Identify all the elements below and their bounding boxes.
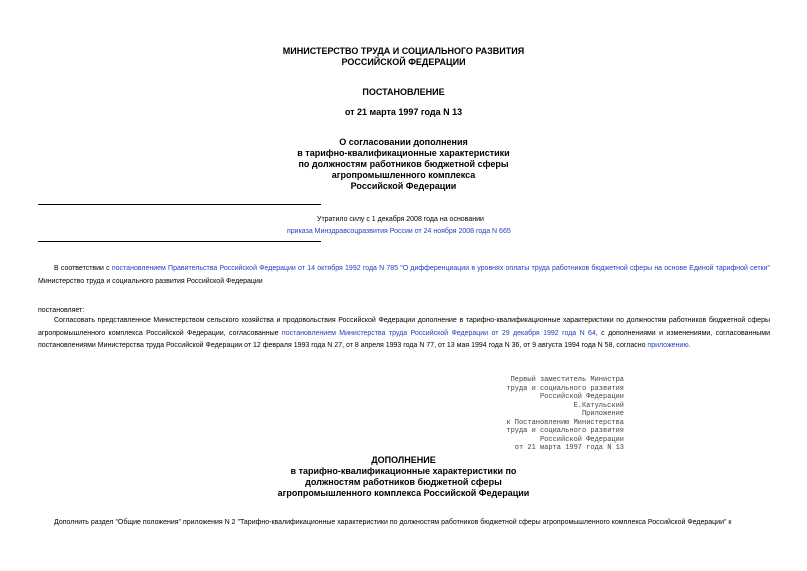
preamble-text: В соответствии с xyxy=(54,265,112,272)
ministry-line-2: РОССИЙСКОЙ ФЕДЕРАЦИИ xyxy=(341,57,466,67)
addendum-heading: ДОПОЛНЕНИЕ xyxy=(371,455,436,465)
signature-line-7: труда и социального развития xyxy=(506,427,624,435)
body-paragraph xyxy=(38,315,770,353)
title-line-1: О согласовании дополнения xyxy=(339,137,468,147)
signature-line-6: к Постановлению Министерства xyxy=(506,418,624,427)
addendum-line-3: агропромышленного комплекса Российской Федерации xyxy=(277,488,530,498)
title-line-5: Российской Федерации xyxy=(350,181,457,191)
status-link[interactable]: приказа Минздравсоцразвития России от 24 ноября 2008 года N 665 xyxy=(287,228,511,235)
body-text-2: , с дополнениями и изменениями, согласованными постановлениями Министерства труда Российской Федерации от 12 февраля 1993 года N 27, от 8 апреля 1993 года N 77, от 13 мая 1994 года N 36, от 9 августа 1994 года N 58, согласно xyxy=(38,329,770,349)
preamble-link[interactable]: постановлением Правительства Российской Федерации от 14 октября 1992 года N 785 "О дифференциации в уровнях оплаты труда работников бюджетной сферы на основе Единой тарифной сетки" xyxy=(111,265,770,272)
title-line-4: агропромышленного комплекса xyxy=(331,170,476,180)
body-text: Согласовать представленное Министерством сельского хозяйства и продовольствия Российской Федерации дополнение в тарифно-квалификационные характеристики по должностям работников бюджетной сферы агропромышленного комплекса Российской Федерации, согласованные xyxy=(38,317,770,337)
ministry-line-1: МИНИСТЕРСТВО ТРУДА И СОЦИАЛЬНОГО РАЗВИТИЯ xyxy=(282,46,525,56)
addendum-line-2: должностям работников бюджетной сферы xyxy=(305,477,502,487)
addendum-line-1: в тарифно-квалификационные характеристики по xyxy=(290,466,517,476)
title-line-3: по должностям работников бюджетной сферы xyxy=(298,159,509,169)
divider-bottom xyxy=(38,241,321,242)
status-text: Утратило силу с 1 декабря 2008 года на основании xyxy=(317,216,484,223)
resolves-text: постановляет: xyxy=(38,307,85,314)
signature-line-1: Первый заместитель Министра xyxy=(510,376,624,384)
last-paragraph: Дополнить раздел "Общие положения" приложения N 2 "Тарифно-квалификационные характеристики по должностям работников бюджетной сферы агропромышленного комплекса Российской Федерации" к xyxy=(54,519,732,526)
preamble-text-end: Министерство труда и социального развития Российской Федерации xyxy=(38,277,263,285)
signature-line-8: Российской Федерации xyxy=(539,435,624,444)
document-type: ПОСТАНОВЛЕНИЕ xyxy=(362,87,445,97)
signature-line-9: от 21 марта 1997 года N 13 xyxy=(514,444,624,452)
signature-line-5: Приложение xyxy=(581,410,624,418)
body-link-resolution[interactable]: постановлением Министерства труда Российской Федерации от 29 декабря 1992 года N 64 xyxy=(281,329,596,337)
document-date-number: от 21 марта 1997 года N 13 xyxy=(344,107,463,117)
title-line-2: в тарифно-квалификационные характеристики xyxy=(297,148,510,158)
divider-top xyxy=(38,204,321,205)
signature-line-3: Российской Федерации xyxy=(539,393,624,401)
body-link-appendix[interactable]: приложению xyxy=(647,342,689,349)
preamble-paragraph xyxy=(38,263,770,288)
signature-line-4: Е.Катульский xyxy=(573,401,624,410)
body-text-3: . xyxy=(688,342,691,349)
signature-line-2: труда и социального развития xyxy=(506,384,624,393)
